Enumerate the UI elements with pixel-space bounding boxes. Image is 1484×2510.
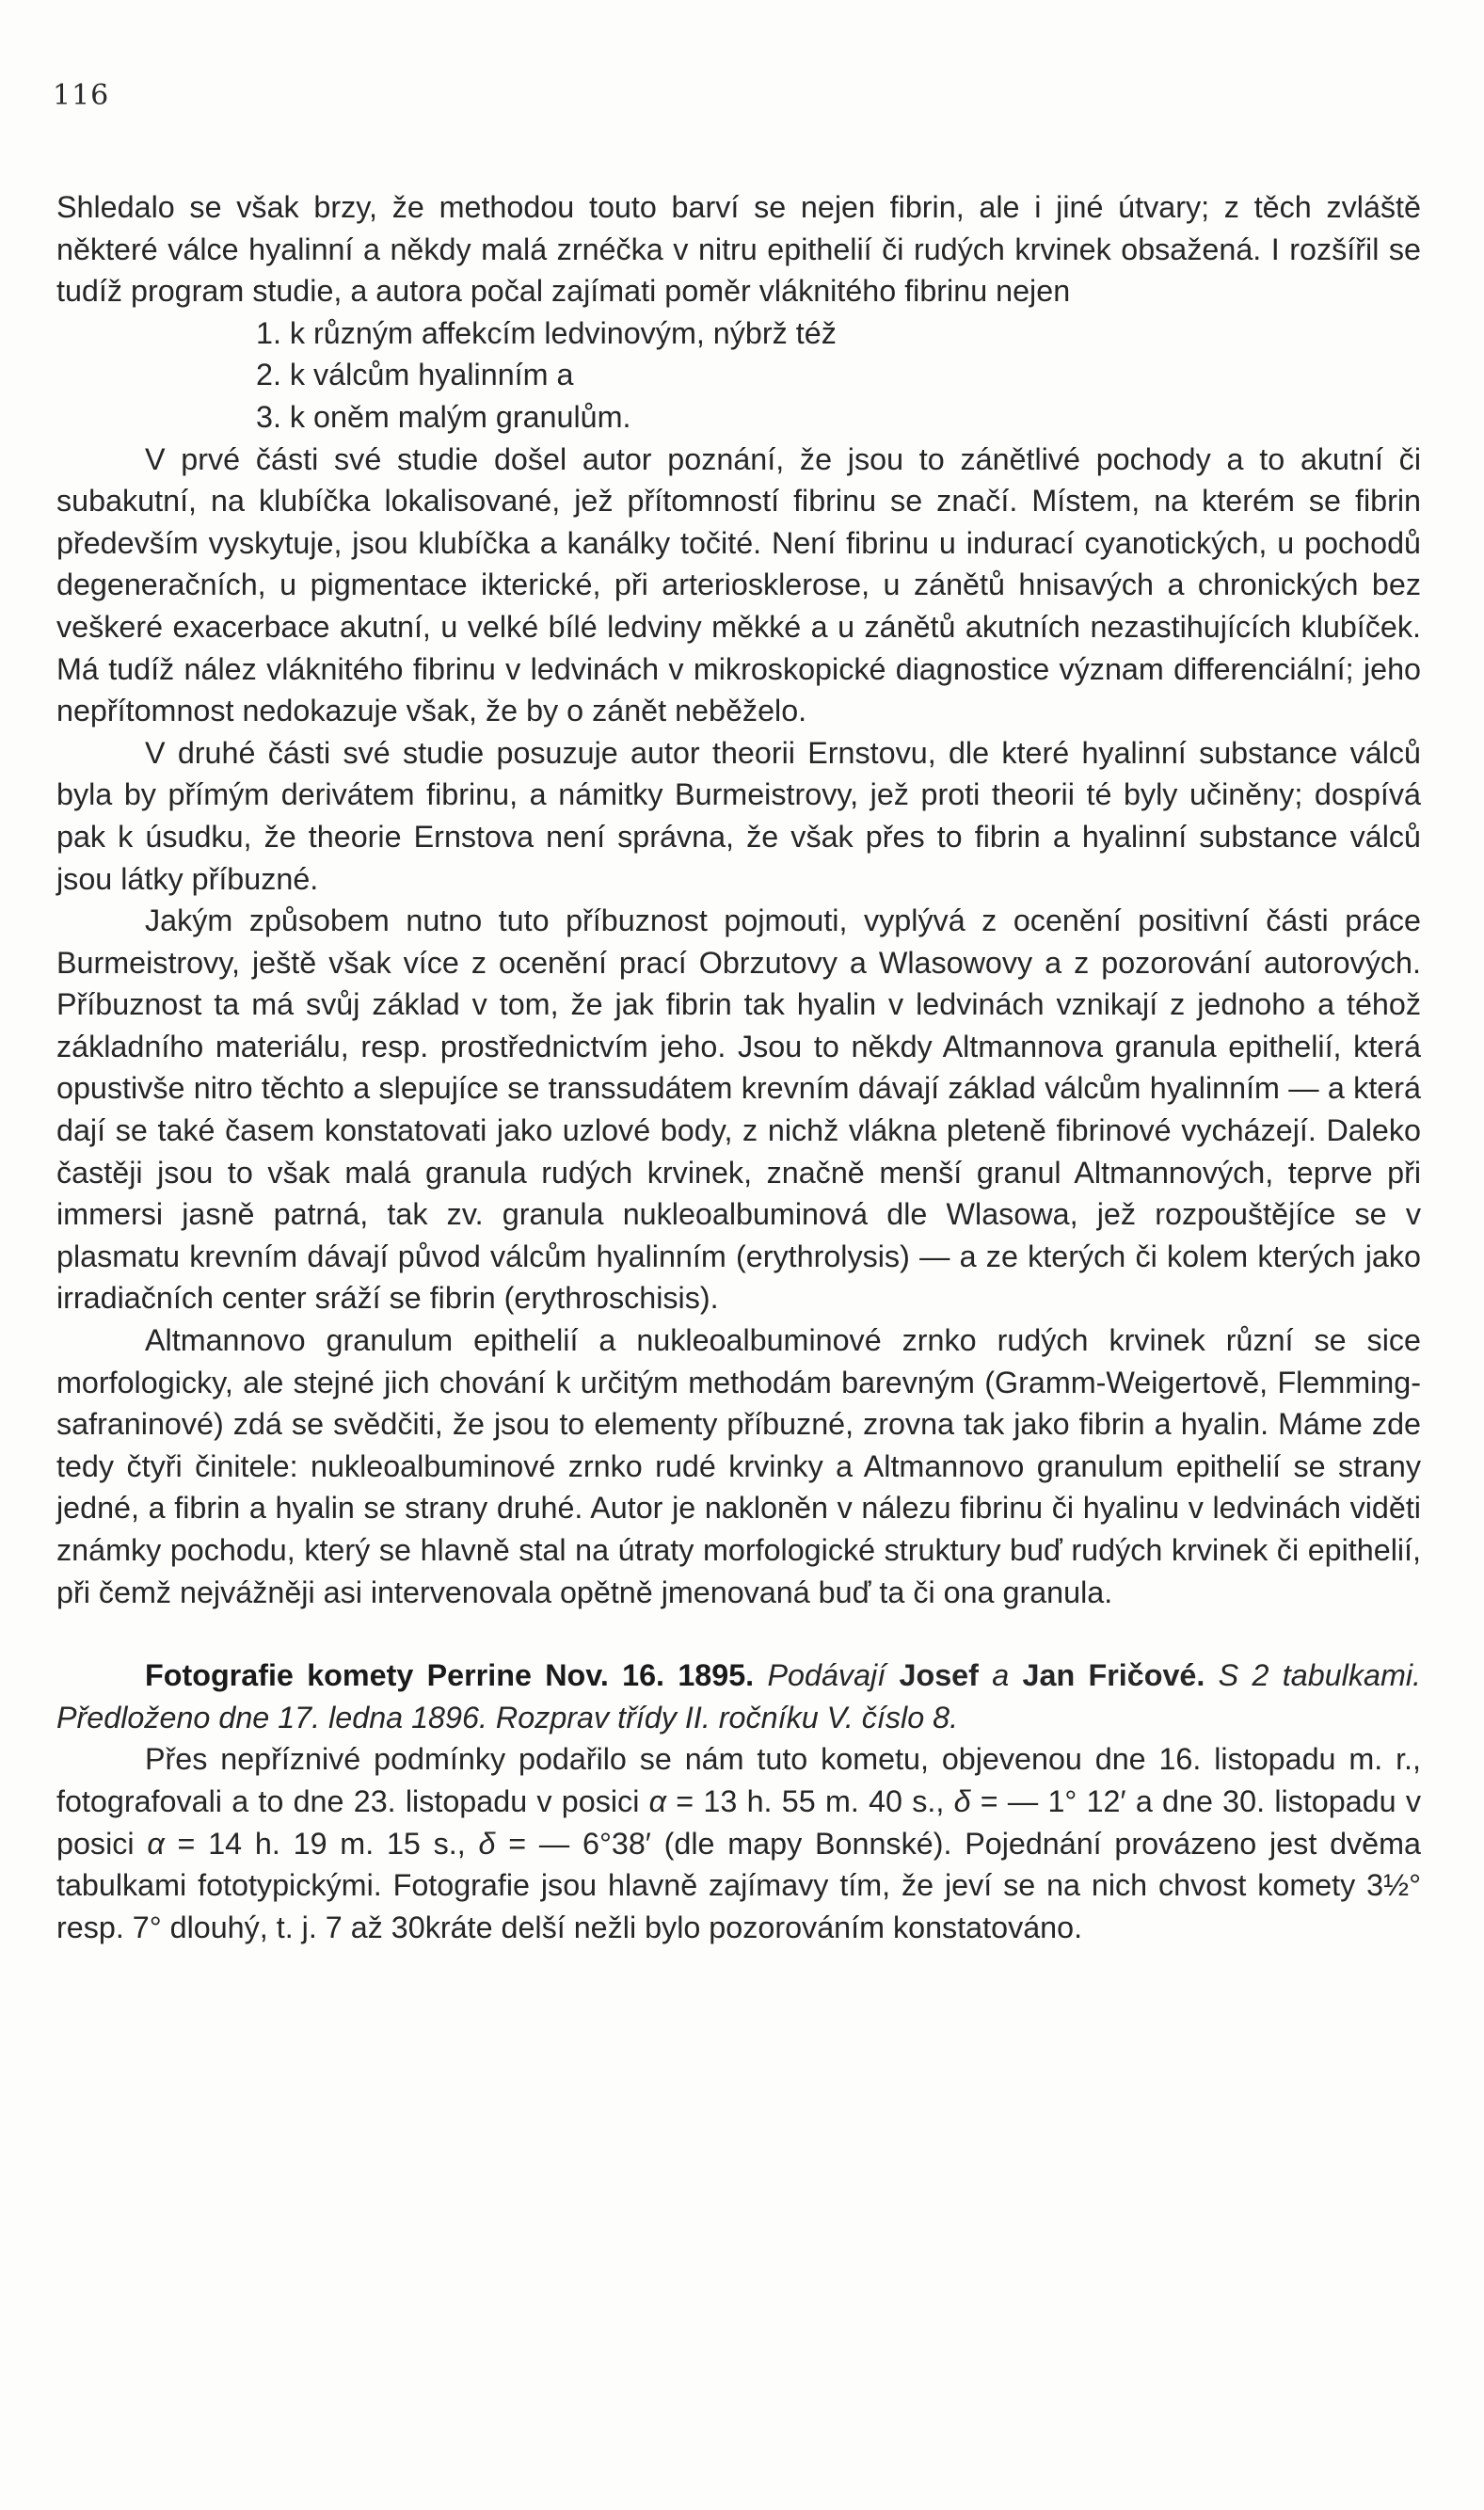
paragraph-first-part: V prvé části své studie došel autor poznání, že jsou to zánětlivé pochody a to akutní či subakutní, na klubíčka lokalisované, jež přítomností fibrinu se značí. Místem, na kterém se fibrin především vyskytuje, jsou klubíčka a kanálky točité. Není fibrinu u indurací cyanotických, u pochodů degeneračních, u pigmentace ikterické, při arteriosklerose, u zánětů hnisavých a chronických bez veškeré exacerbace akutní, u velké bílé ledviny měkké a u zánětů akutních nezastihujících klubíček. Má tudíž nález vláknitého fibrinu v ledvinách v mikroskopické diagnostice význam differenciální; jeho nepřítomnost nedokazuje však, že by o zánět neběželo.	[56, 441, 1421, 728]
paragraph-relationship: Jakým způsobem nutno tuto příbuznost pojmouti, vyplývá z ocenění positivní části práce Burmeistrovy, ještě však více z ocenění prací Obrzutovy a Wlasowovy a z pozorování autorových. Příbuznost ta má svůj základ v tom, že jak fibrin tak hyalin v ledvinách vznikají z jednoho a téhož základního materiálu, resp. prostřednictvím jeho. Jsou to někdy Altmannova granula epithelií, která opustivše nitro těchto a slepujíce se transsudátem krevním dávají základ válcům hyalinním — a která dají se také časem konstatovati jako uzlové body, z nichž vlákna pleteně fibrinové vycházejí. Daleko častěji jsou to však malá granula rudých krvinek, značně menší granul Altmannových, teprve při immersi jasně patrná, tak zv. granula nukleoalbuminová dle Wlasowa, jež rozpouštějíce se v plasmatu krevním dávají původ válcům hyalinním (erythrolysis) — a ze kterých či kolem kterých jako irradiačních center sráží se fibrin (erythroschisis).	[56, 903, 1421, 1316]
comet-text-a: Přes nepříznivé podmínky podařilo se nám tuto kometu, objevenou dne 16. listopadu m. r., fotografovali a to dne 23. listopadu v posici	[56, 1742, 1421, 1818]
comet-text-e: = — 6°38′ (dle mapy Bonnské). Pojednání provázeno jest dvěma tabulkami fototypickými. Fotografie jsou hlavně zajímavy tím, že jeví se na nich chvost komety 3½° resp. 7° dlouhý, t. j. 7 až 30kráte delší nežli bylo pozorováním konstatováno.	[56, 1826, 1422, 1944]
submitted-label: Podávají	[767, 1658, 886, 1693]
article-heading	[56, 1655, 1421, 1738]
list-item: 2. k válcům hyalinním a	[256, 358, 574, 392]
article-meta: S 2 tabulkami. Předloženo dne 17. ledna 1896. Rozprav třídy II. ročníku V. číslo 8.	[56, 1658, 1422, 1735]
author-second: Jan Fričové.	[1022, 1658, 1205, 1693]
author-conjunction: a	[992, 1658, 1010, 1693]
delta-symbol: δ	[478, 1826, 496, 1861]
alpha-symbol: α	[648, 1783, 667, 1818]
alpha-symbol: α	[147, 1826, 165, 1861]
comet-text-d: = 14 h. 19 m. 15 s.,	[164, 1826, 479, 1861]
paragraph-granules: Altmannovo granulum epithelií a nukleoalbuminové zrnko rudých krvinek různí se sice morfologicky, ale stejné jich chování k určitým methodám barevným (Gramm-Weigertově, Flemming-safraninové) zdá se svědčiti, že jsou to elementy příbuzné, zrovna tak jako fibrin a hyalin. Máme zde tedy čtyři činitele: nukleoalbuminové zrnko rudé krvinky a Altmannovo granulum epithelií se strany jedné, a fibrin a hyalin se strany druhé. Autor je nakloněn v nálezu fibrinu či hyalinu v ledvinách viděti známky pochodu, který se hlavně stal na útraty morfologické struktury buď rudých krvinek či epithelií, při čemž nejvážněji asi intervenovala opětně jmenovaná buď ta či ona granula.	[56, 1323, 1421, 1609]
page-body	[56, 186, 1421, 1948]
author-first: Josef	[899, 1658, 979, 1693]
paragraph-comet	[56, 1738, 1421, 1948]
delta-symbol: δ	[953, 1783, 971, 1818]
article-title: Fotografie komety Perrine Nov. 16. 1895.	[145, 1658, 755, 1693]
paragraph-second-part: V druhé části své studie posuzuje autor theorii Ernstovu, dle které hyalinní substance válců byla by přímým derivátem fibrinu, a námitky Burmeistrovy, jež proti theorii té byly učiněny; dospívá pak k úsudku, že theorie Ernstova není správna, že však přes to fibrin a hyalinní substance válců jsou látky příbuzné.	[56, 735, 1421, 896]
paragraph-intro: Shledalo se však brzy, že methodou touto barví se nejen fibrin, ale i jiné útvary; z těch zvláště některé válce hyalinní a někdy malá zrnéčka v nitru epithelií či rudých krvinek obsažená. I rozšířil se tudíž program studie, a autora počal zajímati poměr vláknitého fibrinu nejen	[56, 190, 1421, 309]
comet-text-c: = — 1° 12′ a dne 30. listopadu v posici	[56, 1783, 1422, 1861]
comet-text-b: = 13 h. 55 m. 40 s.,	[666, 1783, 954, 1818]
page-number: 116	[53, 79, 110, 112]
list-item: 3. k oněm malým granulům.	[256, 399, 631, 434]
list-item: 1. k různým affekcím ledvinovým, nýbrž též	[256, 315, 837, 350]
